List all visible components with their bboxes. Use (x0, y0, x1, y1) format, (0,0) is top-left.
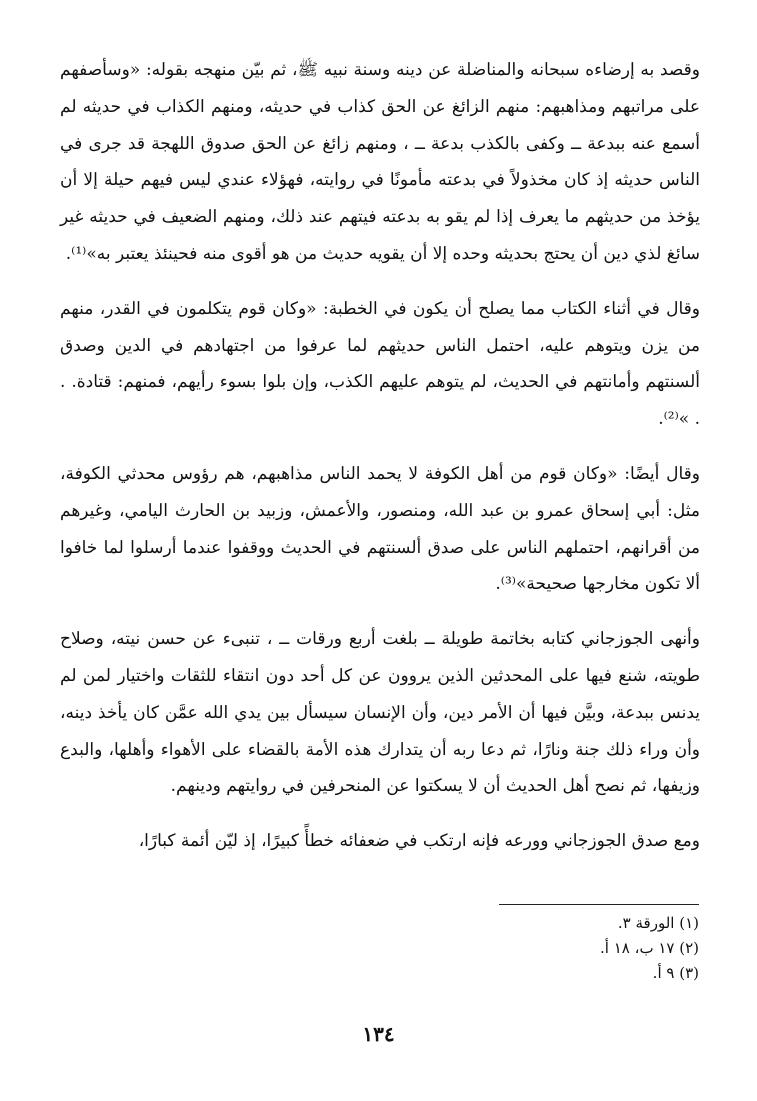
paragraph-2: وقال في أثناء الكتاب مما يصلح أن يكون في الخطبة: «وكان قوم يتكلمون في القدر، منهم من يزن ويتوهم عليه، احتمل الناس حديثهم لما عرفوا من اجتهادهم في الدين وصدق ألسنتهم وأمانتهم في الحديث، لم يتوهم عليهم الكذب، وإن بلوا بسوء رأيهم، فمنهم: قتادة. . . »⁽²⁾. (60, 298, 700, 430)
footnote-2: (٢) ١٧ ب، ١٨ أ. (599, 939, 699, 957)
footnote-3: (٣) ٩ أ. (652, 964, 699, 982)
paragraph-1: وقصد به إرضاءه سبحانه والمناضلة عن دينه وسنة نبيه ﷺ، ثم بيّن منهجه بقوله: «وسأصفهم على مراتبهم ومذاهبهم: منهم الزائغ عن الحق كذاب في حديثه، ومنهم الكذاب في حديثه لم أسمع عنه ببدعة ــ وكفى بالكذب بدعة ــ ، ومنهم زائغ عن الحق صدوق اللهجة قد جرى في الناس حديثه إذ كان مخذولاً في بدعته مأمونًا في روايته، فهؤلاء عندي ليس فيهم حيلة إلا أن يؤخذ من حديثهم ما يعرف إذا لم يقو به بدعته فيتهم عند ذلك، ومنهم الضعيف في حديثه غير سائغ لذي دين أن يحتج بحديثه وحده إلا أن يقويه حديث من هو أقوى منه فحينئذ يعتبر به»⁽¹⁾. (60, 60, 700, 264)
paragraph-3: وقال أيضًا: «وكان قوم من أهل الكوفة لا يحمد الناس مذاهبهم، هم رؤوس محدثي الكوفة، مثل: أبي إسحاق عمرو بن عبد الله، ومنصور، والأعمش، وزبيد بن الحارث اليامي، وغيرهم من أقرانهم، احتملهم الناس على صدق ألسنتهم في الحديث ووقفوا عندما أرسلوا لما خافوا ألا تكون مخارجها صحيحة»⁽³⁾. (60, 463, 700, 595)
paragraph-5: ومع صدق الجوزجاني وورعه فإنه ارتكب في ضعفائه خطأً كبيرًا، إذ ليّن أئمة كبارًا، (138, 831, 700, 852)
main-text (60, 52, 700, 860)
footnote-1: (١) الورقة ٣. (617, 914, 699, 932)
footnote-divider (499, 904, 699, 905)
paragraph-4: وأنهى الجوزجاني كتابه بخاتمة طويلة ــ بلغت أربع ورقات ــ ، تنبىء عن حسن نيته، وصلاح طويته، شنع فيها على المحدثين الذين يروون عن كل أحد دون انتقاء للثقات واختيار لمن لم يدنس ببدعة، وبيَّن فيها أن الأمر دين، وأن الإنسان سيسأل بين يدي الله عمَّن كان يأخذ دينه، وأن وراء ذلك جنة ونارًا، ثم دعا ربه أن يتدارك هذه الأمة بالقضاء على الأهواء وأهلها، والبدع وزيفها، ثم نصح أهل الحديث أن لا يسكتوا عن المنحرفين في روايتهم ودينهم. (60, 629, 700, 797)
footnotes (59, 904, 699, 986)
page-number: ١٣٤ (362, 1022, 395, 1046)
